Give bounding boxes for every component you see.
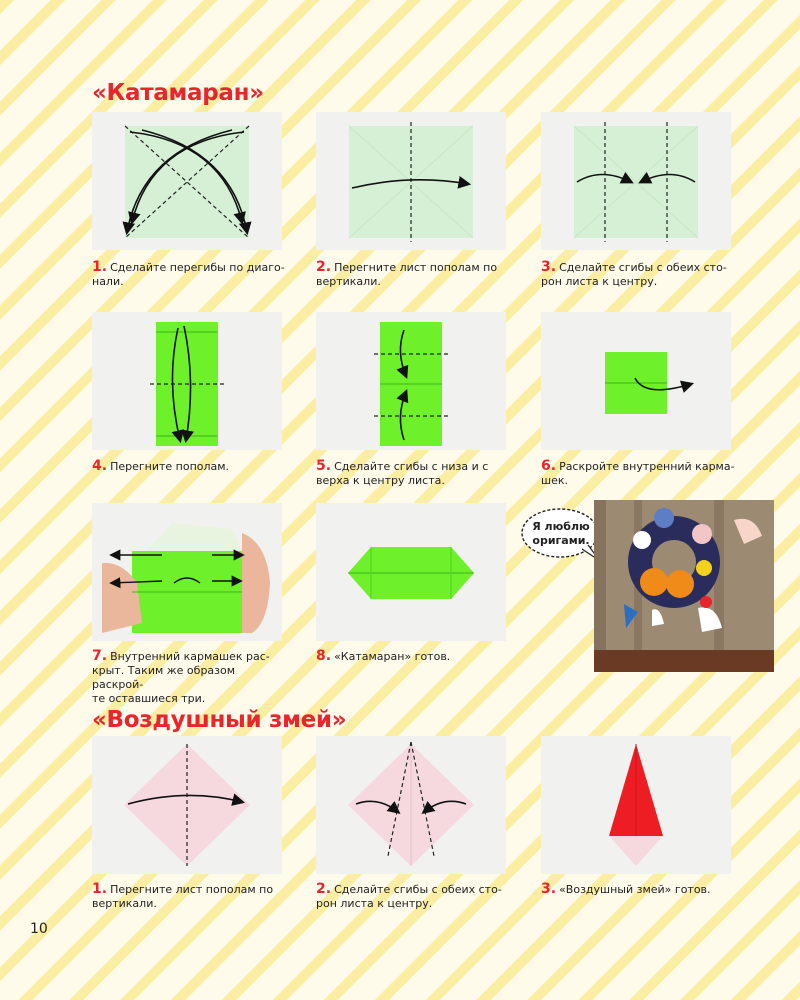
open-pocket-hands-photo: [92, 503, 282, 641]
step-text: Раскройте внутренний карма- шек.: [541, 460, 735, 487]
step-photo-kite-2: [316, 736, 506, 874]
step-text: «Воздушный змей» готов.: [559, 883, 711, 896]
step-caption: [92, 260, 288, 289]
step-text: Перегните лист пополам по вертикали.: [92, 883, 274, 910]
step-text: «Катамаран» готов.: [334, 650, 451, 663]
step-number: 5.: [316, 458, 332, 474]
fold-to-center-diagram: [316, 312, 506, 450]
section-title-catamaran: «Катамаран»: [92, 80, 264, 106]
page-number: 10: [30, 921, 48, 937]
speech-bubble: [520, 505, 602, 565]
step-photo-catamaran-1: [92, 112, 282, 250]
step-text: Перегните лист пополам по вертикали.: [316, 261, 498, 288]
step-caption: [92, 649, 288, 706]
step-number: 2.: [316, 259, 332, 275]
diagonal-folds-diagram: [92, 112, 282, 250]
kite-vertical-fold-diagram: [92, 736, 282, 874]
step-photo-catamaran-3: [541, 112, 731, 250]
wreath-illustration: [594, 500, 774, 672]
step-photo-catamaran-7: [92, 503, 282, 641]
step-caption: [541, 882, 737, 897]
step-number: 1.: [92, 881, 108, 897]
step-caption: [92, 459, 288, 474]
step-number: 1.: [92, 259, 108, 275]
step-text: Перегните пополам.: [110, 460, 230, 473]
step-caption: [316, 882, 512, 911]
step-photo-catamaran-2: [316, 112, 506, 250]
step-number: 3.: [541, 259, 557, 275]
step-text: Внутренний кармашек рас- крыт. Таким же образом раскрой- те оставшиеся три.: [92, 650, 270, 705]
step-number: 2.: [316, 881, 332, 897]
step-text: Сделайте сгибы с обеих сто- рон листа к центру.: [541, 261, 727, 288]
step-caption: [541, 260, 737, 289]
step-photo-catamaran-4: [92, 312, 282, 450]
step-number: 8.: [316, 648, 332, 664]
step-photo-catamaran-8: [316, 503, 506, 641]
step-caption: [316, 459, 512, 488]
step-text: Сделайте перегибы по диаго- нали.: [92, 261, 285, 288]
finished-catamaran-photo: [316, 503, 506, 641]
step-number: 4.: [92, 458, 108, 474]
fold-in-half-diagram: [92, 312, 282, 450]
kite-center-folds-diagram: [316, 736, 506, 874]
origami-wreath-photo: [594, 500, 774, 672]
step-photo-kite-3: [541, 736, 731, 874]
step-photo-catamaran-5: [316, 312, 506, 450]
step-text: Сделайте сгибы с обеих сто- рон листа к центру.: [316, 883, 502, 910]
step-number: 3.: [541, 881, 557, 897]
section-title-kite: «Воздушный змей»: [92, 707, 347, 733]
step-number: 6.: [541, 458, 557, 474]
open-pocket-diagram: [541, 312, 731, 450]
step-caption: [92, 882, 288, 911]
step-number: 7.: [92, 648, 108, 664]
step-caption: [541, 459, 737, 488]
center-folds-diagram: [541, 112, 731, 250]
finished-kite-photo: [541, 736, 731, 874]
vertical-fold-diagram: [316, 112, 506, 250]
step-caption: [316, 260, 512, 289]
step-photo-catamaran-6: [541, 312, 731, 450]
speech-bubble-text: Я люблю оригами.: [532, 520, 590, 547]
step-text: Сделайте сгибы с низа и с верха к центру листа.: [316, 460, 489, 487]
step-caption: [316, 649, 512, 664]
step-photo-kite-1: [92, 736, 282, 874]
